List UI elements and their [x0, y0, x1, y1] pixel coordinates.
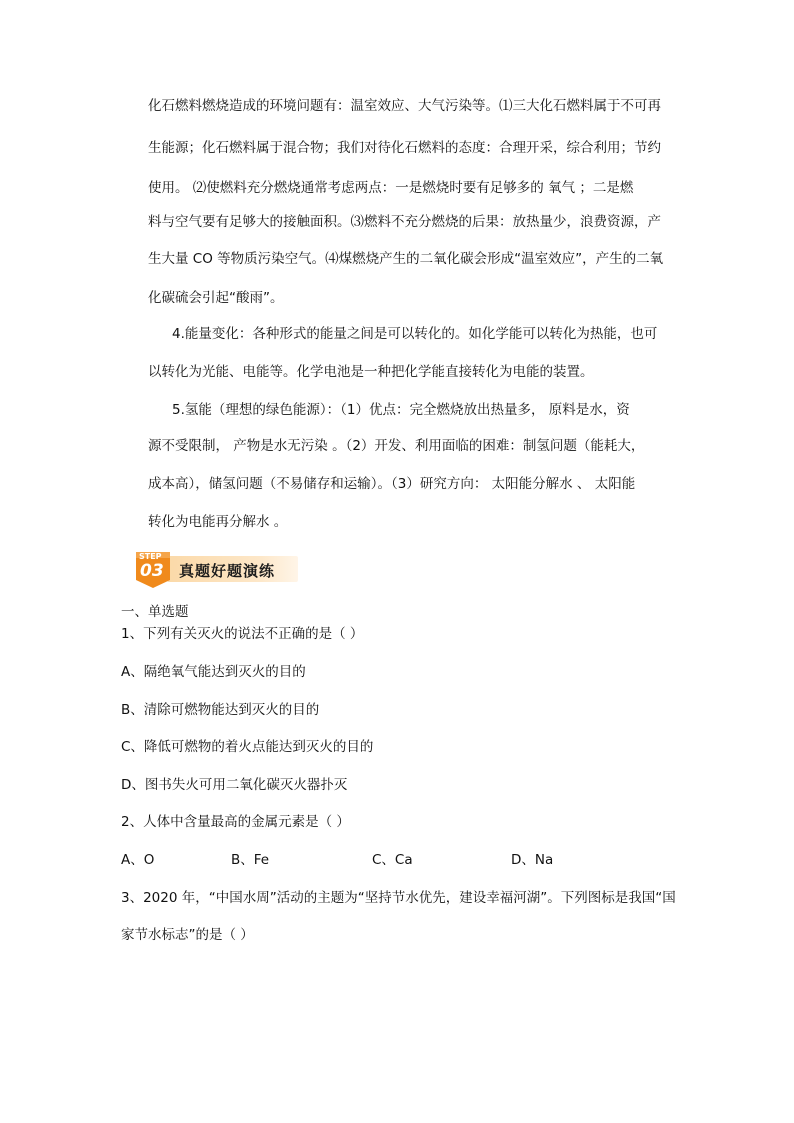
question-1-option: B、清除可燃物能达到灭火的目的: [121, 702, 320, 718]
question-1-option: D、图书失火可用二氧化碳灭火器扑灭: [121, 777, 348, 793]
paragraph-line: 成本高），储氢问题（不易储存和运输）。（3）研究方向： 太阳能分解水 、 太阳能: [148, 476, 636, 492]
paragraph-line: 以转化为光能、电能等。化学电池是一种把化学能直接转化为电能的装置。: [148, 364, 594, 380]
step-section-header: [133, 550, 298, 590]
paragraph-line: 5.氢能（理想的绿色能源）：（1）优点：完全燃烧放出热量多， 原料是水，资: [172, 402, 630, 418]
question-2-option: B、Fe: [231, 852, 270, 868]
paragraph-line: 4.能量变化：各种形式的能量之间是可以转化的。如化学能可以转化为热能，也可: [172, 326, 658, 342]
paragraph-line: 使用。 ⑵使燃料充分燃烧通常考虑两点：一是燃烧时要有足够多的 氧气 ；二是燃: [148, 180, 634, 196]
paragraph-line: 源不受限制， 产物是水无污染 。（2）开发、利用面临的困难：制氢问题（能耗大，: [148, 438, 645, 454]
paragraph-line: 化石燃料燃烧造成的环境问题有：温室效应、大气污染等。⑴三大化石燃料属于不可再: [148, 98, 661, 114]
question-1-stem: 1、下列有关灭火的说法不正确的是（ ）: [121, 626, 364, 642]
step-title: 真题好题演练: [179, 562, 276, 580]
paragraph-line: 转化为电能再分解水 。: [148, 514, 288, 530]
question-2-stem: 2、人体中含量最高的金属元素是（ ）: [121, 814, 350, 830]
paragraph-line: 生能源；化石燃料属于混合物；我们对待化石燃料的态度：合理开采，综合利用；节约: [148, 140, 661, 156]
section-heading: 一、单选题: [121, 604, 189, 620]
paragraph-line: 生大量 CO 等物质污染空气。⑷煤燃烧产生的二氧化碳会形成“温室效应”，产生的二氧: [148, 251, 664, 267]
question-1-option: C、降低可燃物的着火点能达到灭火的目的: [121, 739, 374, 755]
question-2-option: D、Na: [511, 852, 554, 868]
question-3-stem: 3、2020 年，“中国水周”活动的主题为“坚持节水优先，建设幸福河湖”。下列图标是我国“国: [121, 890, 676, 906]
paragraph-line: 化碳硫会引起“酸雨”。: [148, 290, 284, 306]
question-3-stem: 家节水标志”的是（ ）: [121, 927, 254, 943]
step-number: 03: [140, 561, 164, 581]
step-word: STEP: [139, 552, 162, 561]
question-2-option: C、Ca: [372, 852, 413, 868]
question-2-option: A、O: [121, 852, 155, 868]
question-1-option: A、隔绝氧气能达到灭火的目的: [121, 664, 306, 680]
paragraph-line: 料与空气要有足够大的接触面积。⑶燃料不充分燃烧的后果：放热量少，浪费资源，产: [148, 214, 661, 230]
